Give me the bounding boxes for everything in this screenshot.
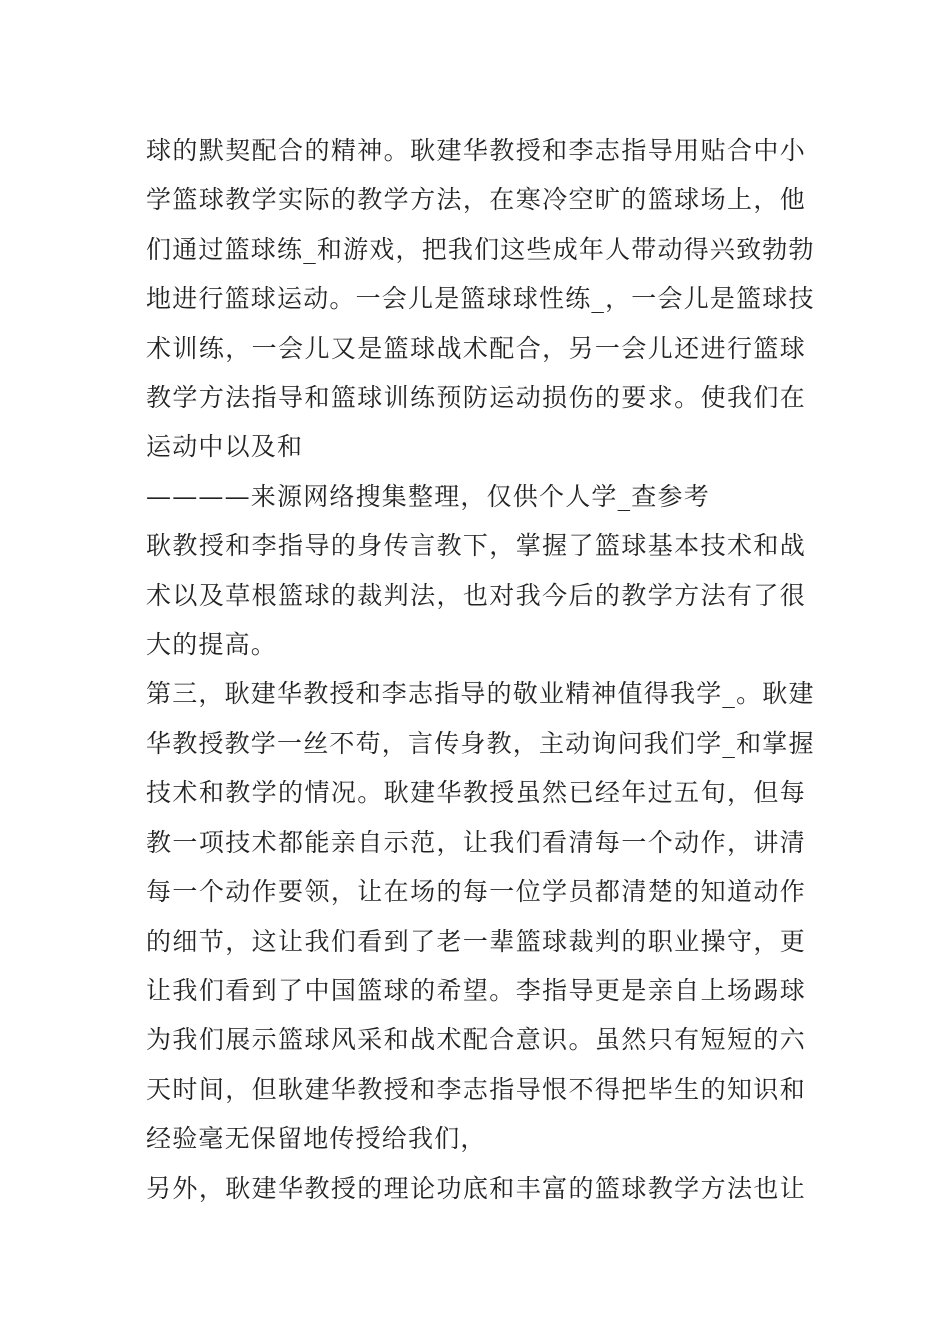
text-line: 耿教授和李指导的身传言教下，掌握了篮球基本技术和战 [146,531,806,561]
text-line: 为我们展示篮球风采和战术配合意识。虽然只有短短的六 [146,1025,806,1055]
text-line: 术训练，一会儿又是篮球战术配合，另一会儿还进行篮球 [146,333,806,363]
text-line: 教学方法指导和篮球训练预防运动损伤的要求。使我们在 [146,383,806,413]
text-line: 们通过篮球练_和游戏，把我们这些成年人带动得兴致勃勃 [146,234,815,264]
text-line: 的细节，这让我们看到了老一辈篮球裁判的职业操守，更 [146,926,806,956]
text-line: 术以及草根篮球的裁判法，也对我今后的教学方法有了很 [146,580,806,610]
body-text [146,126,815,1213]
text-line: 技术和教学的情况。耿建华教授虽然已经年过五旬，但每 [146,778,806,808]
source-note: ————来源网络搜集整理，仅供个人学_查参考 [146,481,710,511]
text-line: 第三，耿建华教授和李志指导的敬业精神值得我学_。耿建 [146,679,815,709]
text-line: 另外，耿建华教授的理论功底和丰富的篮球教学方法也让 [146,1173,806,1203]
text-line: 天时间，但耿建华教授和李志指导恨不得把毕生的知识和 [146,1074,806,1104]
text-line: 每一个动作要领，让在场的每一位学员都清楚的知道动作 [146,877,806,907]
text-line: 教一项技术都能亲自示范，让我们看清每一个动作，讲清 [146,827,806,857]
text-line: 让我们看到了中国篮球的希望。李指导更是亲自上场踢球 [146,975,806,1005]
text-line: 大的提高。 [146,630,278,660]
text-line: 球的默契配合的精神。耿建华教授和李志指导用贴合中小 [146,136,806,165]
text-line: 学篮球教学实际的教学方法，在寒冷空旷的篮球场上，他 [146,185,806,215]
text-line: 经验毫无保留地传授给我们， [146,1124,487,1154]
text-line: 运动中以及和 [146,432,304,462]
text-line: 地进行篮球运动。一会儿是篮球球性练_，一会儿是篮球技 [146,284,815,314]
text-line: 华教授教学一丝不苟，言传身教，主动询问我们学_和掌握 [146,728,815,758]
